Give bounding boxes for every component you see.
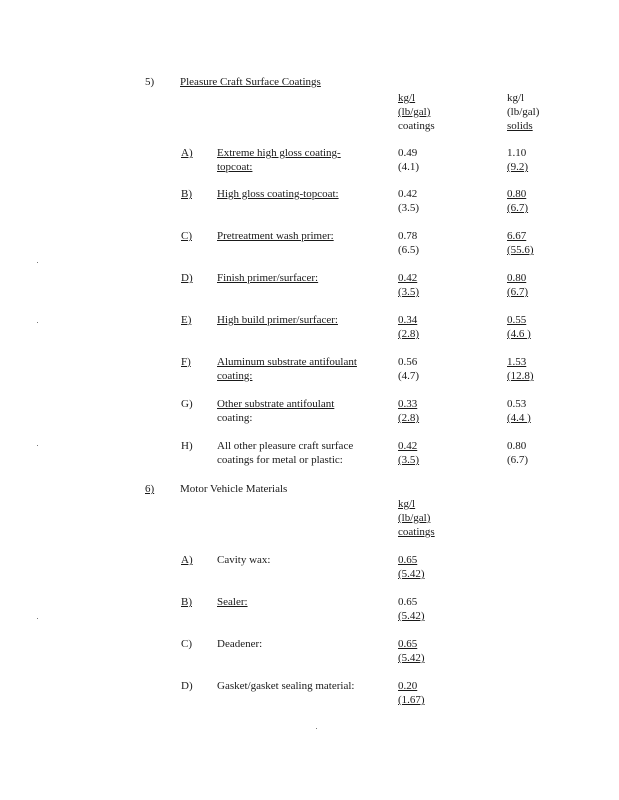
- s5-row-f-letter: F): [181, 356, 191, 368]
- s5-row-c-label-line1: Pretreatment wash primer:: [217, 230, 334, 242]
- s5-row-b-coatings-alt: (3.5): [398, 202, 420, 214]
- s5-row-e-coatings-alt: (2.8): [398, 328, 420, 340]
- s6-row-d-coatings-value: 0.20: [398, 680, 418, 692]
- s5-row-a-label-line1: Extreme high gloss coating-: [217, 147, 341, 159]
- s5-row-e-solids-value: 0.55: [507, 314, 527, 326]
- s5-row-a-label-line2: topcoat:: [217, 161, 253, 173]
- section-5-number: 5): [145, 76, 155, 88]
- s5-row-a-solids-value: 1.10: [507, 147, 527, 159]
- s6-col1-header-unit: kg/l: [398, 498, 416, 510]
- s5-row-f-solids-value: 1.53: [507, 356, 527, 368]
- s6-row-c-coatings-value: 0.65: [398, 638, 418, 650]
- s5-col1-header-unit: kg/l: [398, 92, 416, 104]
- s5-row-c-letter: C): [181, 230, 192, 242]
- s5-row-d-letter: D): [181, 272, 193, 284]
- s5-row-b-letter: B): [181, 188, 192, 200]
- s5-row-h-coatings-value: 0.42: [398, 440, 418, 452]
- s6-row-b-coatings-value: 0.65: [398, 596, 418, 608]
- s5-row-d-solids-value: 0.80: [507, 272, 527, 284]
- s5-row-e-solids-alt: (4.6 ): [507, 328, 531, 340]
- s5-row-g-coatings-value: 0.33: [398, 398, 418, 410]
- s5-row-g-label-line2: coating:: [217, 412, 253, 424]
- s5-row-h-solids-value: 0.80: [507, 440, 527, 452]
- s5-row-g-solids-alt: (4.4 ): [507, 412, 531, 424]
- s5-row-f-coatings-alt: (4.7): [398, 370, 420, 382]
- s6-col1-header-alt-unit: (lb/gal): [398, 512, 431, 524]
- s6-row-b-letter: B): [181, 596, 192, 608]
- s5-row-b-label-line1: High gloss coating-topcoat:: [217, 188, 339, 200]
- s5-row-f-coatings-value: 0.56: [398, 356, 418, 368]
- s5-row-c-coatings-value: 0.78: [398, 230, 418, 242]
- s6-row-a-letter: A): [181, 554, 193, 566]
- s5-col2-header-alt-unit: (lb/gal): [507, 106, 540, 118]
- s5-row-c-solids-alt: (55.6): [507, 244, 534, 256]
- s5-col1-header-basis: coatings: [398, 120, 435, 132]
- s5-row-c-coatings-alt: (6.5): [398, 244, 420, 256]
- s6-row-d-coatings-alt: (1.67): [398, 694, 425, 706]
- s5-row-h-solids-alt: (6.7): [507, 454, 529, 466]
- s5-row-b-solids-alt: (6.7): [507, 202, 529, 214]
- s6-row-a-coatings-value: 0.65: [398, 554, 418, 566]
- s6-row-b-coatings-alt: (5.42): [398, 610, 425, 622]
- s5-row-e-coatings-value: 0.34: [398, 314, 418, 326]
- s5-row-f-label-line1: Aluminum substrate antifoulant: [217, 356, 357, 368]
- section-6-number: 6): [145, 483, 155, 495]
- s5-row-f-label-line2: coating:: [217, 370, 253, 382]
- s6-row-c-letter: C): [181, 638, 192, 650]
- s5-row-f-solids-alt: (12.8): [507, 370, 534, 382]
- scan-speck: [37, 618, 38, 619]
- s6-row-d-letter: D): [181, 680, 193, 692]
- s5-row-d-coatings-alt: (3.5): [398, 286, 420, 298]
- s5-row-h-letter: H): [181, 440, 193, 452]
- s5-row-a-letter: A): [181, 147, 193, 159]
- s6-col1-header-basis: coatings: [398, 526, 435, 538]
- s6-row-a-coatings-alt: (5.42): [398, 568, 425, 580]
- s5-row-d-coatings-value: 0.42: [398, 272, 418, 284]
- s5-row-e-label-line1: High build primer/surfacer:: [217, 314, 338, 326]
- s5-row-g-letter: G): [181, 398, 193, 410]
- section-6-title: Motor Vehicle Materials: [180, 483, 288, 495]
- scan-speck: [37, 322, 38, 323]
- s6-row-c-coatings-alt: (5.42): [398, 652, 425, 664]
- s5-row-d-solids-alt: (6.7): [507, 286, 529, 298]
- scan-speck: [316, 728, 317, 729]
- s5-row-c-solids-value: 6.67: [507, 230, 527, 242]
- s5-row-b-solids-value: 0.80: [507, 188, 527, 200]
- scan-speck: [37, 262, 38, 263]
- s5-col2-header-basis: solids: [507, 120, 533, 132]
- s5-row-g-solids-value: 0.53: [507, 398, 527, 410]
- section-5-title: Pleasure Craft Surface Coatings: [180, 76, 321, 88]
- s5-row-a-coatings-value: 0.49: [398, 147, 418, 159]
- s6-row-a-label: Cavity wax:: [217, 554, 271, 566]
- s5-row-g-coatings-alt: (2.8): [398, 412, 420, 424]
- s6-row-d-label: Gasket/gasket sealing material:: [217, 680, 355, 692]
- s5-row-h-label-line2: coatings for metal or plastic:: [217, 454, 343, 466]
- s6-row-b-label: Sealer:: [217, 596, 248, 608]
- s5-row-h-label-line1: All other pleasure craft surface: [217, 440, 354, 452]
- s5-col1-header-alt-unit: (lb/gal): [398, 106, 431, 118]
- s5-row-b-coatings-value: 0.42: [398, 188, 418, 200]
- s5-row-a-coatings-alt: (4.1): [398, 161, 420, 173]
- s6-row-c-label: Deadener:: [217, 638, 263, 650]
- s5-col2-header-unit: kg/l: [507, 92, 525, 104]
- s5-row-e-letter: E): [181, 314, 192, 326]
- s5-row-a-solids-alt: (9.2): [507, 161, 529, 173]
- s5-row-d-label-line1: Finish primer/surfacer:: [217, 272, 319, 284]
- s5-row-g-label-line1: Other substrate antifoulant: [217, 398, 335, 410]
- scan-speck: [37, 445, 38, 446]
- s5-row-h-coatings-alt: (3.5): [398, 454, 420, 466]
